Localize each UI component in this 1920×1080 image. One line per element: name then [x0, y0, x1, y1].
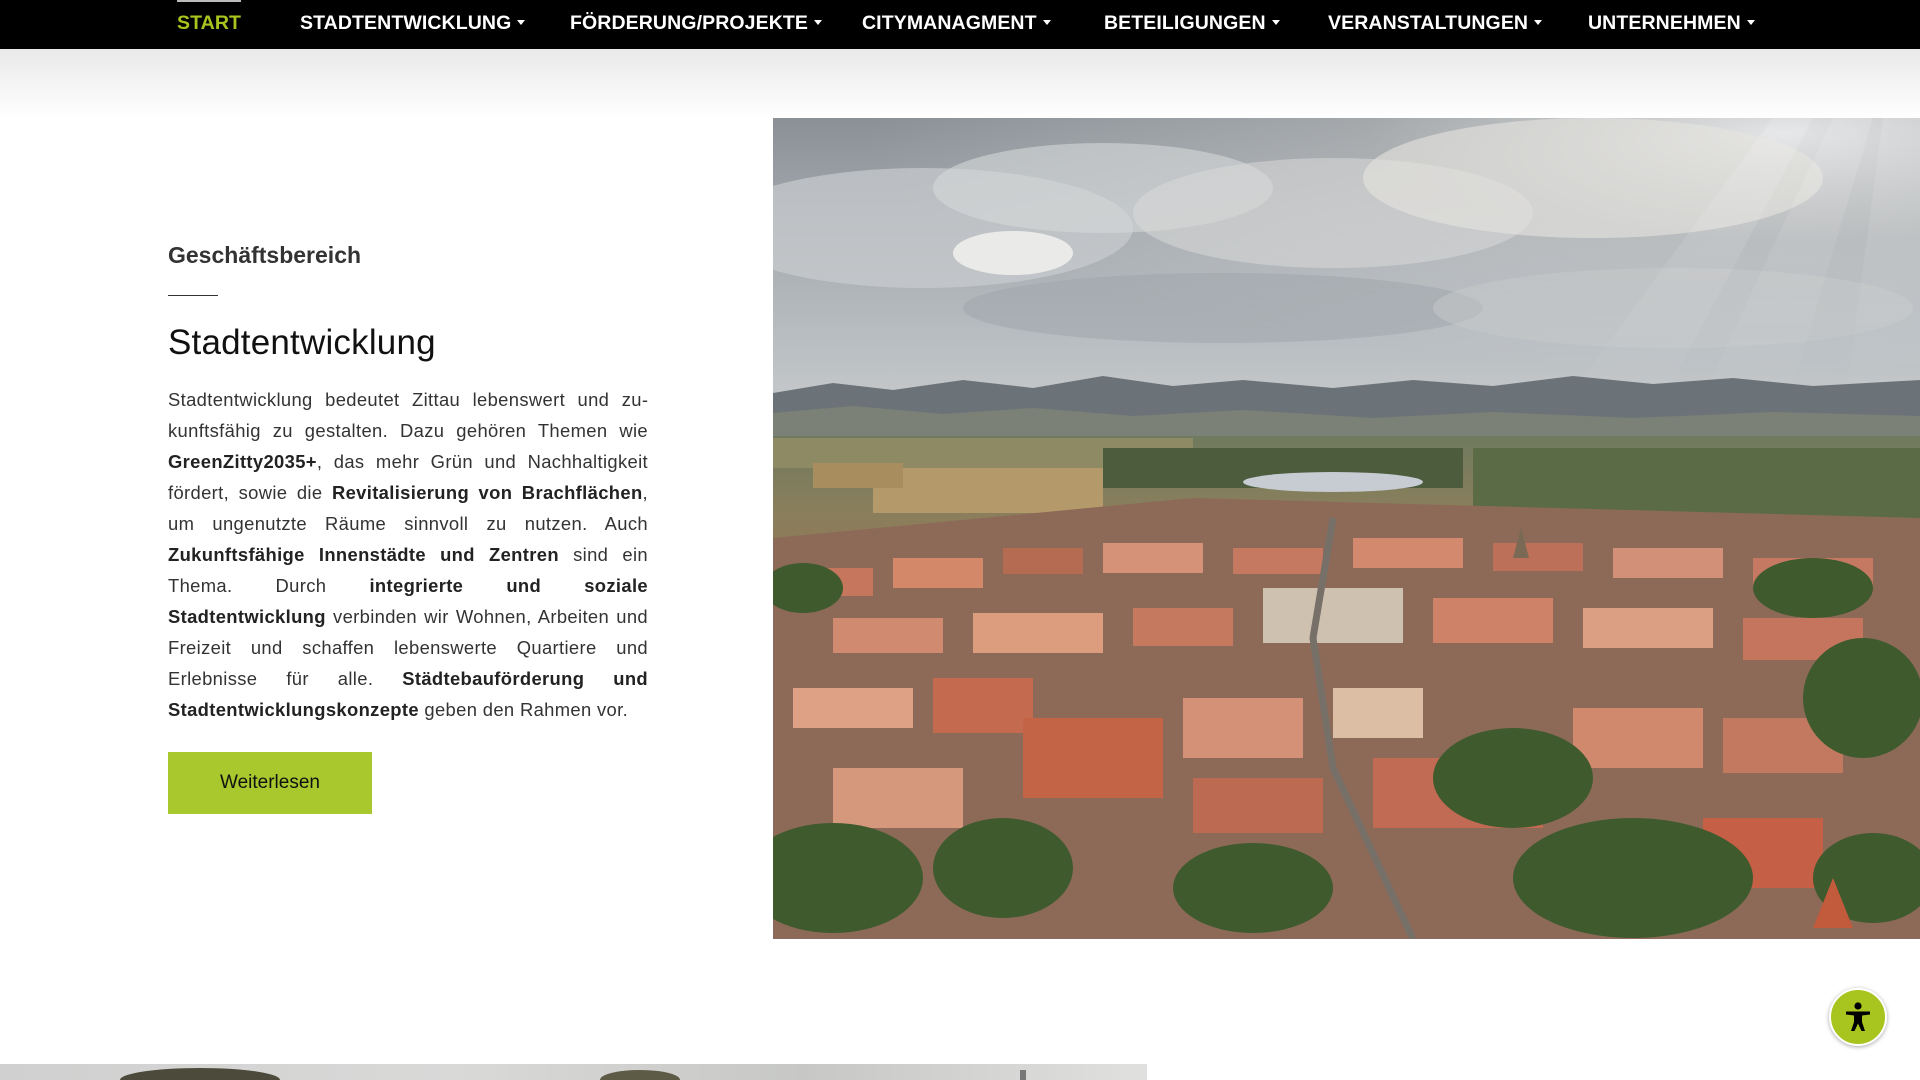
aerial-city-illustration: [773, 118, 1920, 939]
body-text-segment: , um ungenutzte Räume sinnvoll zu nutzen. Auch: [168, 482, 648, 534]
body-text-bold: Städtebauförderung und Stadtentwicklungskonzepte: [168, 668, 648, 720]
body-text-bold: GreenZitty2035+: [168, 451, 317, 472]
body-text-segment: , das mehr Grün und Nachhaltigkeit fördert, sowie die: [168, 451, 648, 503]
nav-item-stadtentwicklung[interactable]: [300, 0, 525, 49]
second-section-photo: [0, 1064, 1147, 1080]
nav-item-label: VERANSTALTUNGEN: [1328, 12, 1529, 34]
caret-down-icon: [1043, 20, 1051, 25]
nav-item-veranstaltungen[interactable]: [1328, 0, 1542, 49]
accessibility-button[interactable]: [1829, 988, 1887, 1046]
main-navigation: [0, 0, 1920, 49]
aerial-city-photo: [773, 118, 1920, 939]
eyebrow-divider: [168, 295, 218, 296]
body-text-segment: sind ein Thema. Durch: [168, 544, 648, 596]
caret-down-icon: [1534, 20, 1542, 25]
body-text-segment: verbinden wir Wohnen, Arbeiten und Freizeit und schaffen lebenswerte Quartiere und Erlebnisse für alle.: [168, 606, 648, 689]
caret-down-icon: [1747, 20, 1755, 25]
read-more-button[interactable]: Weiterlesen: [168, 752, 372, 814]
body-text-bold: Revitalisierung von Brachflächen: [331, 482, 643, 503]
nav-item-label: FÖRDERUNG/PROJEKTE: [570, 12, 808, 34]
caret-down-icon: [517, 20, 525, 25]
body-text-segment: geben den Rahmen vor.: [418, 699, 629, 720]
nav-item-label: START: [177, 12, 242, 34]
nav-item-citymanagment[interactable]: [862, 0, 1051, 49]
section-body: [168, 384, 648, 725]
body-text-bold: Zukunftsfähige Innenstädte und Zentren: [168, 544, 559, 565]
nav-item-start[interactable]: [177, 0, 241, 49]
second-photo-illustration: [0, 1064, 1147, 1080]
section-eyebrow: Geschäftsbereich: [168, 242, 362, 268]
section-title: Stadtentwicklung: [168, 323, 436, 362]
nav-shadow: [0, 49, 1920, 119]
nav-item-label: UNTERNEHMEN: [1588, 12, 1741, 34]
nav-item-label: STADTENTWICKLUNG: [300, 12, 512, 34]
caret-down-icon: [1272, 20, 1280, 25]
nav-item-foerderung-projekte[interactable]: [570, 0, 822, 49]
nav-item-label: CITYMANAGMENT: [862, 12, 1037, 34]
accessibility-person-icon: [1841, 1000, 1875, 1034]
body-text-segment: Stadtentwicklung bedeutet Zittau lebenswert und zukunftsfähig zu gestalten. Dazu gehören Themen wie: [168, 389, 648, 441]
caret-down-icon: [814, 20, 822, 25]
body-text-bold: integrierte und soziale Stadtentwicklung: [168, 575, 648, 627]
nav-item-unternehmen[interactable]: [1588, 0, 1755, 49]
nav-item-label: BETEILIGUNGEN: [1104, 12, 1266, 34]
nav-item-beteiligungen[interactable]: [1104, 0, 1280, 49]
